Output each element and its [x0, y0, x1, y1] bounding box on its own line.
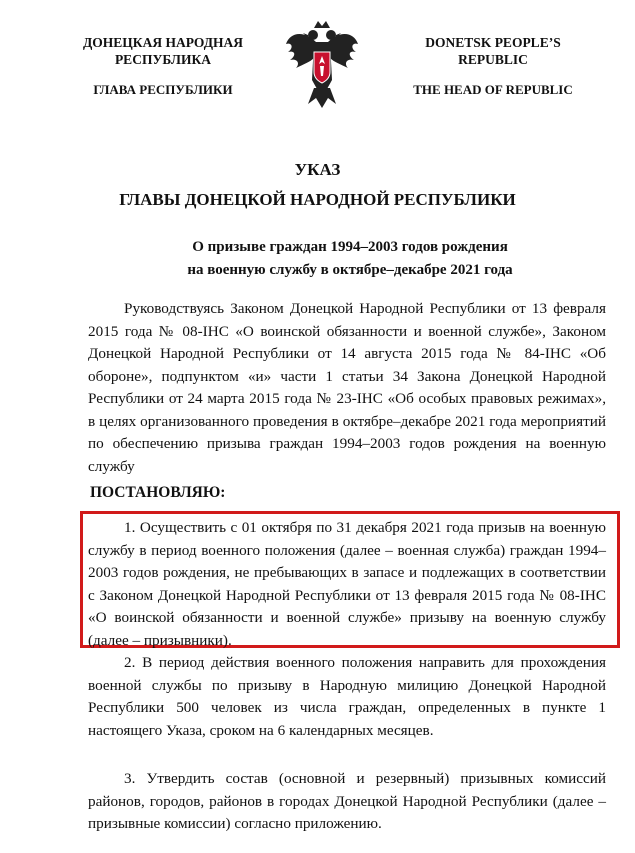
header-left-subtitle: ГЛАВА РЕСПУБЛИКИ	[93, 82, 233, 97]
subject-line1: О призыве граждан 1994–2003 годов рождения	[192, 239, 508, 255]
header-right-line1: DONETSK PEOPLE’S	[425, 35, 561, 50]
header-left-line1: ДОНЕЦКАЯ НАРОДНАЯ	[83, 35, 243, 50]
document-subject	[140, 236, 560, 282]
document-issuer: ГЛАВЫ ДОНЕЦКОЙ НАРОДНОЙ РЕСПУБЛИКИ	[119, 190, 516, 209]
header-left	[58, 34, 268, 98]
coat-of-arms-icon	[284, 18, 360, 110]
decree-heading: ПОСТАНОВЛЯЮ:	[90, 484, 226, 501]
subject-line2: на военную службу в октябре–декабре 2021 года	[187, 262, 513, 278]
document-title: УКАЗ	[294, 160, 341, 179]
item-1-paragraph: 1. Осуществить с 01 октября по 31 декабря 2021 года призыв на военную службу в период военного положения (далее – военная служба) граждан 1994–2003 годов рождения, не пребывающих в запасе и подлежащих в соответствии с Законом Донецкой Народной Республики от 13 февраля 2015 года № 08-IНС «О воинской обязанности и военной службе» призыву на военную службу (далее – призывники).	[88, 519, 606, 649]
header-right-subtitle: THE HEAD OF REPUBLIC	[413, 82, 573, 97]
header-right	[388, 34, 598, 98]
header-left-line2: РЕСПУБЛИКА	[114, 52, 212, 67]
item-3-paragraph: 3. Утвердить состав (основной и резервный) призывных комиссий районов, городов, районов в городах Донецкой Народной Республики (далее – призывные комиссии) согласно приложению.	[88, 770, 606, 832]
item-2-paragraph: 2. В период действия военного положения направить для прохождения военной службы по призыву в Народную милицию Донецкой Народной Республики 500 человек из числа граждан, определенных в пункте 1 настоящего Указа, сроком на 6 календарных месяцев.	[88, 654, 606, 739]
header-right-line2: REPUBLIC	[458, 52, 528, 67]
intro-paragraph: Руководствуясь Законом Донецкой Народной Республики от 13 февраля 2015 года № 08-IНС «О воинской обязанности и военной службе», Законом Донецкой Народной Республики от 14 августа 2015 года № 84-IНС «Об обороне», подпунктом «и» части 1 статьи 34 Закона Донецкой Народной Республики от 24 марта 2015 года № 23-IНС «Об особых правовых режимах», в целях организованного проведения в октябре–декабре 2021 года мероприятий по обеспечению призыва граждан 1994–2003 годов рождения на военную службу	[88, 300, 606, 475]
